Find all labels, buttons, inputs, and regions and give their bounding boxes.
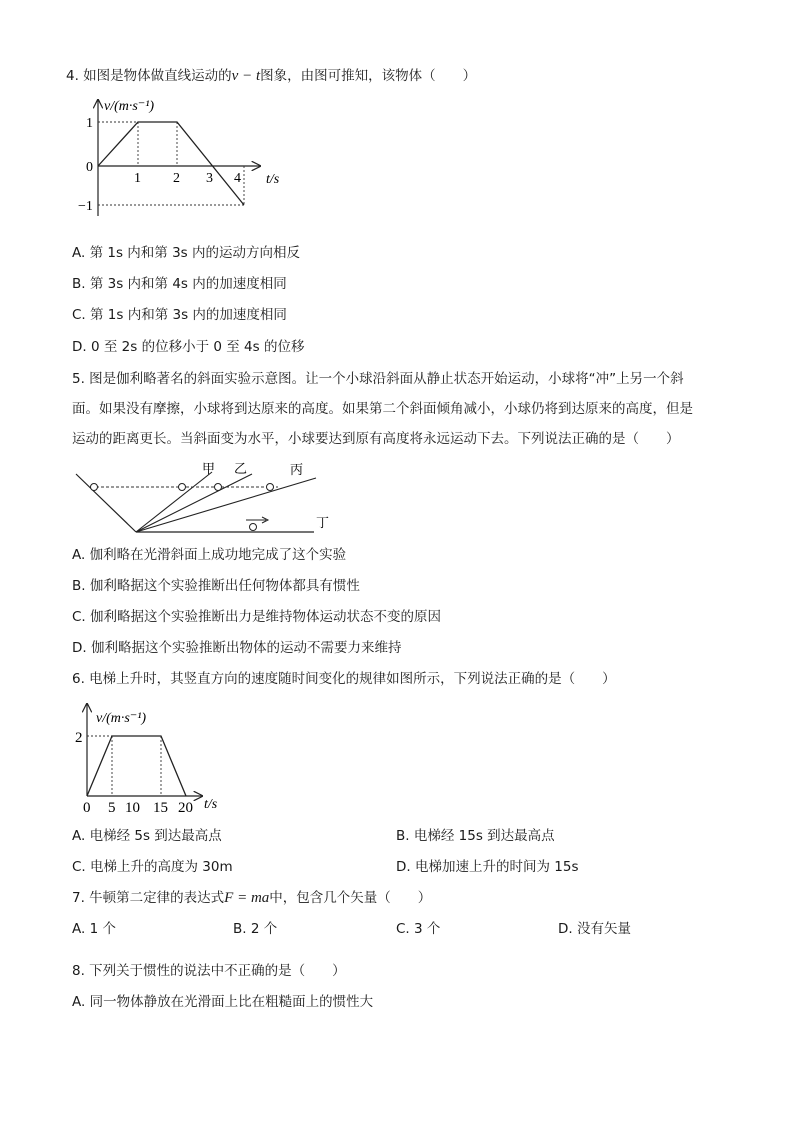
q7-stem [72,888,431,908]
q6-x-tick-10: 10 [125,800,140,816]
q7-stem-text-end: 中，包含几个矢量（ ） [269,890,432,906]
q7-option-b: B. 2 个 [233,921,278,937]
q6-option-a: A. 电梯经 5s 到达最高点 [72,828,222,844]
q4-vt-graph [78,92,298,228]
q5-label-yi: 乙 [234,461,248,476]
q4-x-label: t/s [266,172,280,187]
q7-option-d: D. 没有矢量 [558,921,631,937]
q5-stem-line-2: 面。如果没有摩擦，小球将到达原来的高度。如果第二个斜面倾角减小，小球仍将到达原来的高度，但是 [72,401,693,417]
q5-label-jia: 甲 [202,461,216,476]
q5-ball-start [91,484,98,491]
q6-x-tick-15: 15 [153,800,168,816]
q6-x-tick-20: 20 [178,800,193,816]
q5-ball-yi [215,484,222,491]
q5-ball-ding [250,524,257,531]
q4-option-b: B. 第 3s 内和第 4s 内的加速度相同 [72,276,287,292]
q5-option-d: D. 伽利略据这个实验推断出物体的运动不需要力来维持 [72,640,402,656]
q4-stem-text-end: 图象，由图可推知，该物体（ ） [260,68,477,84]
q6-vt-graph [74,700,244,818]
q5-ball-bing [267,484,274,491]
q5-label-ding: 丁 [316,515,330,530]
q4-y-tick-1: 1 [86,116,93,131]
q5-option-c: C. 伽利略据这个实验推断出力是维持物体运动状态不变的原因 [72,609,442,625]
q4-x-tick-4: 4 [234,171,241,186]
q4-stem-text: 4. 如图是物体做直线运动的 [66,68,232,84]
q4-x-tick-2: 2 [173,171,180,186]
q5-option-a: A. 伽利略在光滑斜面上成功地完成了这个实验 [72,547,347,563]
q7-option-a: A. 1 个 [72,921,116,937]
q7-stem-formula: F = ma [224,890,270,906]
q4-option-d: D. 0 至 2s 的位移小于 0 至 4s 的位移 [72,339,305,355]
q4-option-c: C. 第 1s 内和第 3s 内的加速度相同 [72,307,287,323]
q4-x-tick-1: 1 [134,171,141,186]
q4-y-tick-neg1: −1 [78,199,93,214]
q5-label-bing: 丙 [290,462,304,477]
q6-stem: 6. 电梯上升时，其竖直方向的速度随时间变化的规律如图所示，下列说法正确的是（ ） [72,671,616,687]
q6-option-d: D. 电梯加速上升的时间为 15s [396,859,579,875]
q6-x-tick-0: 0 [83,800,91,816]
q5-stem-line-1: 5. 图是伽利略著名的斜面实验示意图。让一个小球沿斜面从静止状态开始运动，小球将“冲”上另一个斜 [72,371,684,387]
q5-stem-line-3: 运动的距离更长。当斜面变为水平，小球要达到原有高度将永远运动下去。下列说法正确的是（ ） [72,431,680,447]
q6-x-tick-5: 5 [108,800,116,816]
q6-option-b: B. 电梯经 15s 到达最高点 [396,828,555,844]
q6-vt-line [87,736,186,796]
q4-stem-formula: v − t [231,68,261,84]
q4-x-tick-3: 3 [206,171,213,186]
q4-y-tick-0: 0 [86,160,93,175]
q8-option-a: A. 同一物体静放在光滑面上比在粗糙面上的惯性大 [72,994,374,1010]
q5-incline-figure [72,460,342,536]
q8-stem: 8. 下列关于惯性的说法中不正确的是（ ） [72,963,346,979]
q4-y-label: v/(m·s⁻¹) [104,99,155,114]
q6-y-tick-2: 2 [75,730,83,746]
q7-option-c: C. 3 个 [396,921,441,937]
q4-stem [66,66,476,86]
q6-x-label: t/s [204,797,218,812]
q7-stem-text: 7. 牛顿第二定律的表达式 [72,890,225,906]
q6-y-label: v/(m·s⁻¹) [96,711,147,726]
q4-vt-line [98,122,244,205]
q5-option-b: B. 伽利略据这个实验推断出任何物体都具有惯性 [72,578,360,594]
q4-option-a: A. 第 1s 内和第 3s 内的运动方向相反 [72,245,300,261]
q5-ball-jia [179,484,186,491]
q6-option-c: C. 电梯上升的高度为 30m [72,859,233,875]
